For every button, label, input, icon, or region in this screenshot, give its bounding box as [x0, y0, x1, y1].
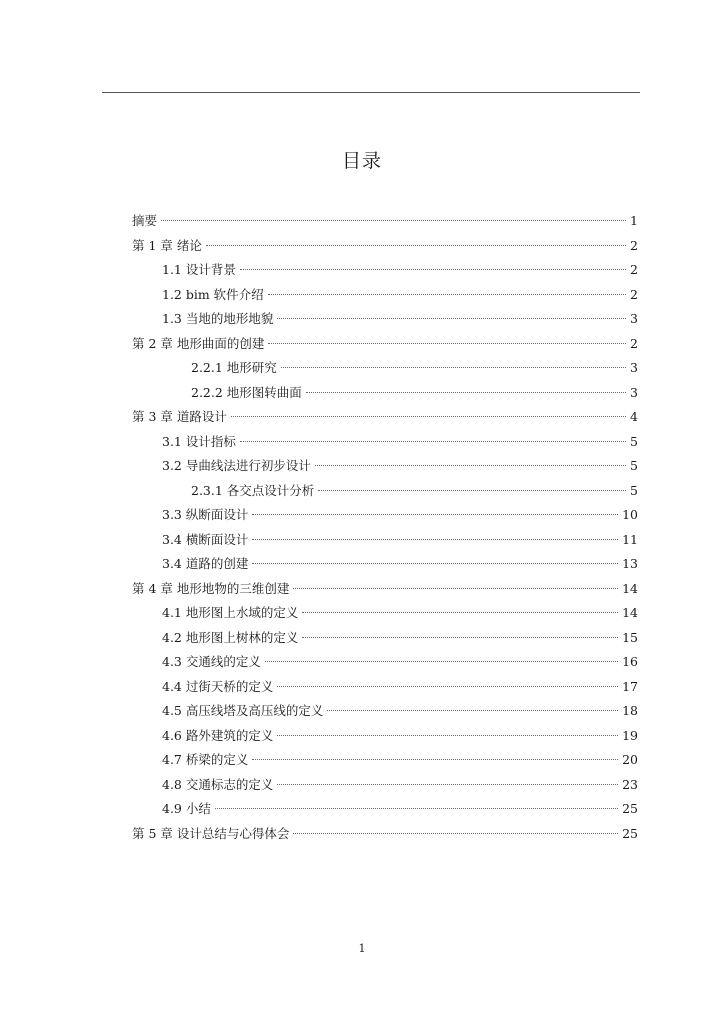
toc-leader-dots	[240, 441, 626, 442]
toc-entry-label: 4.5 高压线塔及高压线的定义	[162, 703, 324, 718]
toc-entry-label: 1.2 bim 软件介绍	[162, 286, 264, 302]
toc-leader-dots	[231, 416, 626, 417]
header-rule	[102, 92, 640, 93]
toc-leader-dots	[268, 294, 626, 295]
toc-entry-page: 4	[630, 409, 638, 424]
toc-leader-dots	[306, 392, 626, 393]
toc-entry-label: 第 4 章 地形地物的三维创建	[132, 580, 290, 596]
toc-leader-dots	[318, 490, 626, 491]
toc-leader-dots	[293, 833, 618, 834]
toc-entry-label: 4.7 桥梁的定义	[162, 752, 249, 767]
toc-entry-label: 2.3.1 各交点设计分析	[191, 482, 315, 498]
toc-entry[interactable]	[132, 579, 638, 604]
toc-entry-label: 第 3 章 道路设计	[132, 409, 227, 424]
toc-leader-dots	[277, 686, 618, 687]
toc-leader-dots	[252, 759, 618, 760]
toc-leader-dots	[215, 808, 618, 809]
page-title: 目录	[341, 150, 382, 172]
toc-entry-label: 4.9 小结	[162, 801, 211, 816]
toc-entry-page: 2	[630, 286, 638, 302]
toc-entry-label: 4.6 路外建筑的定义	[162, 727, 274, 743]
toc-entry-label: 2.2.1 地形研究	[191, 360, 277, 375]
toc-entry-label: 1.1 设计背景	[162, 262, 236, 277]
toc-leader-dots	[161, 220, 626, 221]
toc-entry[interactable]	[132, 628, 638, 653]
toc-entry[interactable]	[132, 750, 638, 775]
toc-entry[interactable]	[132, 799, 638, 824]
toc-entry-page: 1	[630, 213, 638, 228]
toc-entry[interactable]	[132, 726, 638, 751]
toc-entry-page: 3	[630, 384, 638, 400]
toc-entry[interactable]	[132, 285, 638, 310]
toc-leader-dots	[302, 612, 618, 613]
toc-entry-page: 5	[630, 433, 638, 449]
toc-entry-page: 5	[630, 458, 638, 473]
toc-entry[interactable]	[132, 456, 638, 481]
toc-entry[interactable]	[132, 603, 638, 628]
toc-entry[interactable]	[132, 432, 638, 457]
toc-entry[interactable]	[132, 236, 638, 261]
toc-entry[interactable]	[132, 554, 638, 579]
toc-entry-label: 4.8 交通标志的定义	[162, 776, 274, 792]
toc-entry-page: 23	[622, 776, 638, 792]
toc-entry[interactable]	[132, 309, 638, 334]
toc-entry-page: 2	[630, 262, 638, 277]
toc-entry-page: 3	[630, 360, 638, 375]
toc-entry-page: 20	[622, 752, 638, 767]
toc-leader-dots	[327, 710, 618, 711]
toc-entry-label: 4.1 地形图上水域的定义	[162, 605, 299, 620]
toc-entry-label: 4.2 地形图上树林的定义	[162, 629, 299, 645]
toc-leader-dots	[206, 245, 626, 246]
toc-entry-label: 3.4 横断面设计	[162, 531, 249, 547]
toc-entry-label: 1.3 当地的地形地貌	[162, 311, 274, 326]
toc-entry[interactable]	[132, 260, 638, 285]
toc-entry[interactable]	[132, 481, 638, 506]
toc-entry[interactable]	[132, 505, 638, 530]
toc-entry-page: 14	[622, 580, 638, 596]
toc-leader-dots	[265, 661, 618, 662]
toc-leader-dots	[252, 563, 618, 564]
toc-entry[interactable]	[132, 775, 638, 800]
toc-entry-label: 3.4 道路的创建	[162, 556, 249, 571]
toc-entry-label: 3.2 导曲线法进行初步设计	[162, 458, 311, 473]
toc-leader-dots	[293, 588, 618, 589]
toc-entry-page: 13	[622, 556, 638, 571]
toc-entry[interactable]	[132, 211, 638, 236]
toc-entry-page: 10	[622, 507, 638, 522]
toc-leader-dots	[315, 465, 626, 466]
toc-entry-page: 18	[622, 703, 638, 718]
toc-entry-page: 25	[622, 801, 638, 816]
toc-leader-dots	[277, 318, 626, 319]
toc-entry-label: 4.3 交通线的定义	[162, 654, 261, 669]
toc-entry[interactable]	[132, 824, 638, 849]
toc-leader-dots	[277, 735, 618, 736]
toc-entry-label: 3.3 纵断面设计	[162, 507, 249, 522]
toc-leader-dots	[277, 784, 618, 785]
toc-entry-label: 摘要	[132, 213, 158, 228]
toc-entry-page: 14	[622, 605, 638, 620]
toc-entry-page: 19	[622, 727, 638, 743]
toc-leader-dots	[302, 637, 618, 638]
toc-entry-page: 2	[630, 335, 638, 351]
toc-leader-dots	[281, 367, 626, 368]
toc-entry-page: 17	[622, 678, 638, 694]
toc-entry-page: 15	[622, 629, 638, 645]
toc-entry[interactable]	[132, 407, 638, 432]
toc-leader-dots	[252, 539, 618, 540]
toc-entry-page: 11	[622, 531, 638, 547]
toc-entry[interactable]	[132, 677, 638, 702]
page-number: 1	[358, 942, 366, 955]
toc-entry-page: 25	[622, 825, 638, 841]
toc-entry[interactable]	[132, 530, 638, 555]
toc-entry[interactable]	[132, 358, 638, 383]
toc-leader-dots	[240, 269, 626, 270]
toc-entry-label: 第 5 章 设计总结与心得体会	[132, 825, 290, 841]
toc-entry-page: 2	[630, 237, 638, 253]
table-of-contents	[132, 211, 638, 848]
toc-entry[interactable]	[132, 701, 638, 726]
toc-entry-label: 第 2 章 地形曲面的创建	[132, 335, 265, 351]
toc-entry-label: 2.2.2 地形图转曲面	[191, 384, 302, 400]
toc-entry[interactable]	[132, 334, 638, 359]
toc-entry-label: 3.1 设计指标	[162, 433, 236, 449]
toc-entry[interactable]	[132, 652, 638, 677]
toc-entry-page: 3	[630, 311, 638, 326]
toc-leader-dots	[252, 514, 618, 515]
toc-entry[interactable]	[132, 383, 638, 408]
toc-leader-dots	[268, 343, 626, 344]
toc-entry-label: 第 1 章 绪论	[132, 237, 202, 253]
toc-entry-page: 5	[630, 482, 638, 498]
toc-entry-page: 16	[622, 654, 638, 669]
toc-entry-label: 4.4 过街天桥的定义	[162, 678, 274, 694]
